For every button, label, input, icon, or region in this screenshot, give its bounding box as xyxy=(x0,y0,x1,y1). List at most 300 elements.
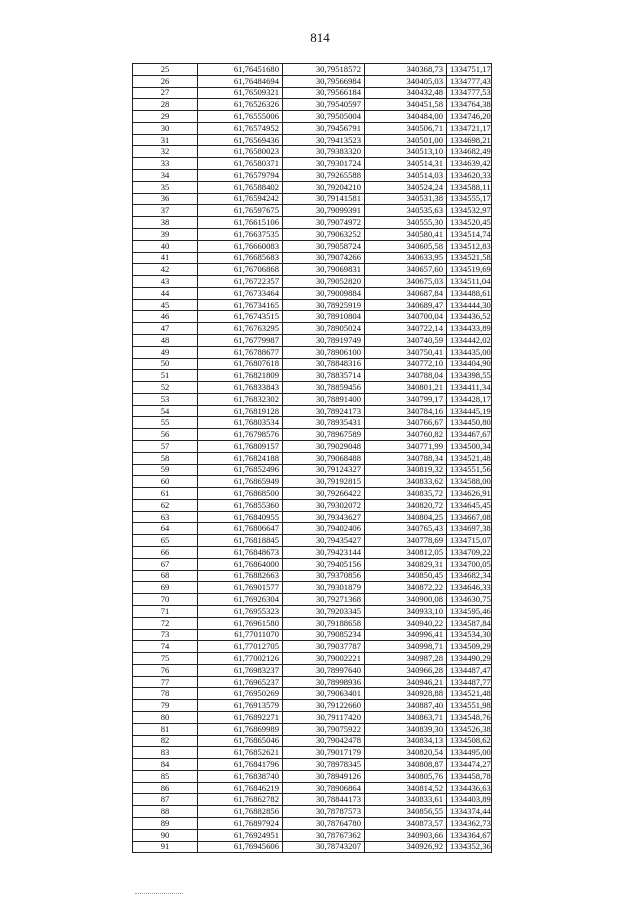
point-number-cell: 72 xyxy=(133,617,198,629)
y-coordinate-cell: 1334777,53 xyxy=(447,87,492,99)
table-row xyxy=(133,64,492,76)
longitude-cell: 30,79383320 xyxy=(283,146,365,158)
point-number-cell: 60 xyxy=(133,476,198,488)
latitude-cell: 61,76806647 xyxy=(198,523,283,535)
x-coordinate-cell: 340432,48 xyxy=(365,87,447,99)
x-coordinate-cell: 340833,61 xyxy=(365,794,447,806)
table-row xyxy=(133,605,492,617)
longitude-cell: 30,78891400 xyxy=(283,393,365,405)
x-coordinate-cell: 340808,87 xyxy=(365,759,447,771)
longitude-cell: 30,79075922 xyxy=(283,723,365,735)
longitude-cell: 30,79540597 xyxy=(283,99,365,111)
point-number-cell: 91 xyxy=(133,841,198,853)
latitude-cell: 61,76965237 xyxy=(198,676,283,688)
x-coordinate-cell: 340535,63 xyxy=(365,205,447,217)
table-row xyxy=(133,441,492,453)
latitude-cell: 61,76838740 xyxy=(198,770,283,782)
point-number-cell: 41 xyxy=(133,252,198,264)
y-coordinate-cell: 1334474,27 xyxy=(447,759,492,771)
point-number-cell: 61 xyxy=(133,488,198,500)
longitude-cell: 30,79052820 xyxy=(283,276,365,288)
latitude-cell: 61,76818845 xyxy=(198,535,283,547)
table-row xyxy=(133,794,492,806)
x-coordinate-cell: 340580,41 xyxy=(365,228,447,240)
latitude-cell: 61,76798576 xyxy=(198,429,283,441)
longitude-cell: 30,78906100 xyxy=(283,346,365,358)
latitude-cell: 61,77012705 xyxy=(198,641,283,653)
y-coordinate-cell: 1334500,34 xyxy=(447,441,492,453)
latitude-cell: 61,76882856 xyxy=(198,806,283,818)
latitude-cell: 61,76574952 xyxy=(198,122,283,134)
latitude-cell: 61,76615106 xyxy=(198,217,283,229)
x-coordinate-cell: 340819,32 xyxy=(365,464,447,476)
longitude-cell: 30,79042478 xyxy=(283,735,365,747)
longitude-cell: 30,78906864 xyxy=(283,782,365,794)
table-row xyxy=(133,570,492,582)
latitude-cell: 61,76579794 xyxy=(198,170,283,182)
latitude-cell: 61,76809157 xyxy=(198,441,283,453)
latitude-cell: 61,76855360 xyxy=(198,499,283,511)
latitude-cell: 61,76580023 xyxy=(198,146,283,158)
latitude-cell: 61,76865949 xyxy=(198,476,283,488)
table-row xyxy=(133,700,492,712)
longitude-cell: 30,79009884 xyxy=(283,287,365,299)
latitude-cell: 61,76841796 xyxy=(198,759,283,771)
table-row xyxy=(133,264,492,276)
y-coordinate-cell: 1334532,97 xyxy=(447,205,492,217)
x-coordinate-cell: 340513,10 xyxy=(365,146,447,158)
longitude-cell: 30,79124327 xyxy=(283,464,365,476)
table-row xyxy=(133,829,492,841)
y-coordinate-cell: 1334588,11 xyxy=(447,181,492,193)
point-number-cell: 70 xyxy=(133,594,198,606)
x-coordinate-cell: 340966,28 xyxy=(365,664,447,676)
point-number-cell: 25 xyxy=(133,64,198,76)
point-number-cell: 75 xyxy=(133,653,198,665)
latitude-cell: 61,76722357 xyxy=(198,276,283,288)
x-coordinate-cell: 340657,60 xyxy=(365,264,447,276)
table-row xyxy=(133,429,492,441)
x-coordinate-cell: 340839,30 xyxy=(365,723,447,735)
y-coordinate-cell: 1334445,19 xyxy=(447,405,492,417)
y-coordinate-cell: 1334362,73 xyxy=(447,818,492,830)
point-number-cell: 87 xyxy=(133,794,198,806)
x-coordinate-cell: 340804,25 xyxy=(365,511,447,523)
longitude-cell: 30,79069831 xyxy=(283,264,365,276)
point-number-cell: 47 xyxy=(133,323,198,335)
latitude-cell: 61,76840955 xyxy=(198,511,283,523)
table-row xyxy=(133,488,492,500)
table-row xyxy=(133,181,492,193)
coordinates-table xyxy=(132,63,492,853)
latitude-cell: 61,76734165 xyxy=(198,299,283,311)
longitude-cell: 30,78848316 xyxy=(283,358,365,370)
longitude-cell: 30,79002221 xyxy=(283,653,365,665)
table-row xyxy=(133,629,492,641)
y-coordinate-cell: 1334700,05 xyxy=(447,558,492,570)
table-row xyxy=(133,782,492,794)
table-row xyxy=(133,252,492,264)
point-number-cell: 35 xyxy=(133,181,198,193)
table-row xyxy=(133,511,492,523)
point-number-cell: 77 xyxy=(133,676,198,688)
y-coordinate-cell: 1334467,67 xyxy=(447,429,492,441)
latitude-cell: 61,76807618 xyxy=(198,358,283,370)
table-row xyxy=(133,276,492,288)
y-coordinate-cell: 1334639,42 xyxy=(447,158,492,170)
point-number-cell: 50 xyxy=(133,358,198,370)
longitude-cell: 30,79017179 xyxy=(283,747,365,759)
y-coordinate-cell: 1334508,62 xyxy=(447,735,492,747)
longitude-cell: 30,79117420 xyxy=(283,711,365,723)
y-coordinate-cell: 1334521,58 xyxy=(447,252,492,264)
point-number-cell: 46 xyxy=(133,311,198,323)
footnote-divider xyxy=(135,893,183,894)
latitude-cell: 61,76588402 xyxy=(198,181,283,193)
x-coordinate-cell: 340687,84 xyxy=(365,287,447,299)
table-row xyxy=(133,723,492,735)
latitude-cell: 61,76819128 xyxy=(198,405,283,417)
y-coordinate-cell: 1334521,48 xyxy=(447,688,492,700)
y-coordinate-cell: 1334551,98 xyxy=(447,700,492,712)
table-row xyxy=(133,464,492,476)
x-coordinate-cell: 340740,59 xyxy=(365,334,447,346)
latitude-cell: 61,76892271 xyxy=(198,711,283,723)
point-number-cell: 42 xyxy=(133,264,198,276)
x-coordinate-cell: 340451,58 xyxy=(365,99,447,111)
table-row xyxy=(133,193,492,205)
latitude-cell: 61,76852496 xyxy=(198,464,283,476)
x-coordinate-cell: 340605,58 xyxy=(365,240,447,252)
point-number-cell: 30 xyxy=(133,122,198,134)
x-coordinate-cell: 340766,67 xyxy=(365,417,447,429)
longitude-cell: 30,79099391 xyxy=(283,205,365,217)
longitude-cell: 30,79192815 xyxy=(283,476,365,488)
point-number-cell: 67 xyxy=(133,558,198,570)
y-coordinate-cell: 1334411,34 xyxy=(447,382,492,394)
x-coordinate-cell: 340933,10 xyxy=(365,605,447,617)
x-coordinate-cell: 340872,22 xyxy=(365,582,447,594)
latitude-cell: 61,76901577 xyxy=(198,582,283,594)
table-row xyxy=(133,240,492,252)
x-coordinate-cell: 340524,24 xyxy=(365,181,447,193)
table-row xyxy=(133,287,492,299)
y-coordinate-cell: 1334698,21 xyxy=(447,134,492,146)
x-coordinate-cell: 340514,03 xyxy=(365,170,447,182)
table-row xyxy=(133,499,492,511)
longitude-cell: 30,79203345 xyxy=(283,605,365,617)
x-coordinate-cell: 340820,72 xyxy=(365,499,447,511)
table-row xyxy=(133,99,492,111)
y-coordinate-cell: 1334751,17 xyxy=(447,64,492,76)
table-row xyxy=(133,334,492,346)
point-number-cell: 53 xyxy=(133,393,198,405)
x-coordinate-cell: 340633,95 xyxy=(365,252,447,264)
longitude-cell: 30,79301879 xyxy=(283,582,365,594)
latitude-cell: 61,76569436 xyxy=(198,134,283,146)
point-number-cell: 54 xyxy=(133,405,198,417)
point-number-cell: 64 xyxy=(133,523,198,535)
table-row xyxy=(133,476,492,488)
latitude-cell: 61,77002126 xyxy=(198,653,283,665)
x-coordinate-cell: 340833,62 xyxy=(365,476,447,488)
table-row xyxy=(133,217,492,229)
longitude-cell: 30,79370856 xyxy=(283,570,365,582)
longitude-cell: 30,79566984 xyxy=(283,75,365,87)
x-coordinate-cell: 340760,82 xyxy=(365,429,447,441)
point-number-cell: 55 xyxy=(133,417,198,429)
table-row xyxy=(133,770,492,782)
latitude-cell: 61,76945606 xyxy=(198,841,283,853)
point-number-cell: 39 xyxy=(133,228,198,240)
x-coordinate-cell: 340722,14 xyxy=(365,323,447,335)
y-coordinate-cell: 1334534,30 xyxy=(447,629,492,641)
y-coordinate-cell: 1334620,33 xyxy=(447,170,492,182)
y-coordinate-cell: 1334495,00 xyxy=(447,747,492,759)
x-coordinate-cell: 340812,05 xyxy=(365,547,447,559)
table-row xyxy=(133,323,492,335)
table-row xyxy=(133,393,492,405)
latitude-cell: 61,76832302 xyxy=(198,393,283,405)
longitude-cell: 30,79435427 xyxy=(283,535,365,547)
y-coordinate-cell: 1334436,52 xyxy=(447,311,492,323)
x-coordinate-cell: 340996,41 xyxy=(365,629,447,641)
longitude-cell: 30,78978345 xyxy=(283,759,365,771)
point-number-cell: 28 xyxy=(133,99,198,111)
latitude-cell: 61,76848673 xyxy=(198,547,283,559)
table-row xyxy=(133,582,492,594)
y-coordinate-cell: 1334682,49 xyxy=(447,146,492,158)
point-number-cell: 86 xyxy=(133,782,198,794)
x-coordinate-cell: 340784,16 xyxy=(365,405,447,417)
x-coordinate-cell: 340928,88 xyxy=(365,688,447,700)
table-row xyxy=(133,87,492,99)
longitude-cell: 30,79343627 xyxy=(283,511,365,523)
longitude-cell: 30,79188658 xyxy=(283,617,365,629)
longitude-cell: 30,79074972 xyxy=(283,217,365,229)
y-coordinate-cell: 1334374,44 xyxy=(447,806,492,818)
longitude-cell: 30,79058724 xyxy=(283,240,365,252)
y-coordinate-cell: 1334777,43 xyxy=(447,75,492,87)
latitude-cell: 61,76865046 xyxy=(198,735,283,747)
point-number-cell: 44 xyxy=(133,287,198,299)
longitude-cell: 30,79063401 xyxy=(283,688,365,700)
y-coordinate-cell: 1334526,38 xyxy=(447,723,492,735)
table-row xyxy=(133,735,492,747)
latitude-cell: 61,76846219 xyxy=(198,782,283,794)
x-coordinate-cell: 340903,66 xyxy=(365,829,447,841)
table-row xyxy=(133,122,492,134)
longitude-cell: 30,78767362 xyxy=(283,829,365,841)
latitude-cell: 61,76803534 xyxy=(198,417,283,429)
table-row xyxy=(133,370,492,382)
y-coordinate-cell: 1334521,48 xyxy=(447,452,492,464)
point-number-cell: 34 xyxy=(133,170,198,182)
y-coordinate-cell: 1334715,07 xyxy=(447,535,492,547)
latitude-cell: 61,76897924 xyxy=(198,818,283,830)
x-coordinate-cell: 340771,99 xyxy=(365,441,447,453)
latitude-cell: 61,76926304 xyxy=(198,594,283,606)
x-coordinate-cell: 340778,69 xyxy=(365,535,447,547)
longitude-cell: 30,78910804 xyxy=(283,311,365,323)
point-number-cell: 65 xyxy=(133,535,198,547)
point-number-cell: 79 xyxy=(133,700,198,712)
point-number-cell: 84 xyxy=(133,759,198,771)
y-coordinate-cell: 1334587,84 xyxy=(447,617,492,629)
y-coordinate-cell: 1334548,76 xyxy=(447,711,492,723)
table-row xyxy=(133,358,492,370)
point-number-cell: 59 xyxy=(133,464,198,476)
point-number-cell: 48 xyxy=(133,334,198,346)
longitude-cell: 30,79413523 xyxy=(283,134,365,146)
point-number-cell: 82 xyxy=(133,735,198,747)
y-coordinate-cell: 1334352,36 xyxy=(447,841,492,853)
longitude-cell: 30,79204210 xyxy=(283,181,365,193)
x-coordinate-cell: 340405,03 xyxy=(365,75,447,87)
point-number-cell: 26 xyxy=(133,75,198,87)
latitude-cell: 61,76913579 xyxy=(198,700,283,712)
longitude-cell: 30,78764780 xyxy=(283,818,365,830)
x-coordinate-cell: 340850,45 xyxy=(365,570,447,582)
x-coordinate-cell: 340900,08 xyxy=(365,594,447,606)
point-number-cell: 69 xyxy=(133,582,198,594)
x-coordinate-cell: 340834,13 xyxy=(365,735,447,747)
latitude-cell: 61,76743515 xyxy=(198,311,283,323)
table-row xyxy=(133,523,492,535)
y-coordinate-cell: 1334511,04 xyxy=(447,276,492,288)
x-coordinate-cell: 340801,21 xyxy=(365,382,447,394)
coordinates-table-body xyxy=(133,64,492,853)
longitude-cell: 30,79423144 xyxy=(283,547,365,559)
y-coordinate-cell: 1334435,00 xyxy=(447,346,492,358)
y-coordinate-cell: 1334458,78 xyxy=(447,770,492,782)
y-coordinate-cell: 1334404,90 xyxy=(447,358,492,370)
latitude-cell: 61,76955323 xyxy=(198,605,283,617)
latitude-cell: 61,76526326 xyxy=(198,99,283,111)
latitude-cell: 61,76555006 xyxy=(198,111,283,123)
x-coordinate-cell: 340820,54 xyxy=(365,747,447,759)
latitude-cell: 61,76685683 xyxy=(198,252,283,264)
table-row xyxy=(133,382,492,394)
y-coordinate-cell: 1334364,67 xyxy=(447,829,492,841)
latitude-cell: 61,76852621 xyxy=(198,747,283,759)
point-number-cell: 81 xyxy=(133,723,198,735)
x-coordinate-cell: 340484,00 xyxy=(365,111,447,123)
latitude-cell: 61,76924951 xyxy=(198,829,283,841)
x-coordinate-cell: 340887,40 xyxy=(365,700,447,712)
longitude-cell: 30,79505004 xyxy=(283,111,365,123)
longitude-cell: 30,79266422 xyxy=(283,488,365,500)
y-coordinate-cell: 1334509,29 xyxy=(447,641,492,653)
x-coordinate-cell: 340675,03 xyxy=(365,276,447,288)
point-number-cell: 31 xyxy=(133,134,198,146)
table-row xyxy=(133,134,492,146)
latitude-cell: 61,76637535 xyxy=(198,228,283,240)
y-coordinate-cell: 1334645,45 xyxy=(447,499,492,511)
longitude-cell: 30,79302072 xyxy=(283,499,365,511)
latitude-cell: 61,76821809 xyxy=(198,370,283,382)
point-number-cell: 68 xyxy=(133,570,198,582)
longitude-cell: 30,79402406 xyxy=(283,523,365,535)
point-number-cell: 40 xyxy=(133,240,198,252)
longitude-cell: 30,79085234 xyxy=(283,629,365,641)
longitude-cell: 30,78835714 xyxy=(283,370,365,382)
latitude-cell: 61,76580371 xyxy=(198,158,283,170)
longitude-cell: 30,79405156 xyxy=(283,558,365,570)
table-row xyxy=(133,205,492,217)
table-row xyxy=(133,747,492,759)
table-row xyxy=(133,311,492,323)
longitude-cell: 30,78967589 xyxy=(283,429,365,441)
latitude-cell: 61,76509321 xyxy=(198,87,283,99)
longitude-cell: 30,78997640 xyxy=(283,664,365,676)
table-row xyxy=(133,170,492,182)
table-row xyxy=(133,405,492,417)
x-coordinate-cell: 340772,10 xyxy=(365,358,447,370)
table-row xyxy=(133,688,492,700)
x-coordinate-cell: 340856,55 xyxy=(365,806,447,818)
latitude-cell: 61,76961580 xyxy=(198,617,283,629)
table-row xyxy=(133,711,492,723)
point-number-cell: 58 xyxy=(133,452,198,464)
x-coordinate-cell: 340946,21 xyxy=(365,676,447,688)
y-coordinate-cell: 1334442,02 xyxy=(447,334,492,346)
point-number-cell: 37 xyxy=(133,205,198,217)
page-number: 814 xyxy=(310,30,330,45)
latitude-cell: 61,76733464 xyxy=(198,287,283,299)
x-coordinate-cell: 340501,00 xyxy=(365,134,447,146)
latitude-cell: 61,76660083 xyxy=(198,240,283,252)
longitude-cell: 30,78949126 xyxy=(283,770,365,782)
longitude-cell: 30,79122660 xyxy=(283,700,365,712)
x-coordinate-cell: 340814,52 xyxy=(365,782,447,794)
x-coordinate-cell: 340514,31 xyxy=(365,158,447,170)
point-number-cell: 66 xyxy=(133,547,198,559)
point-number-cell: 27 xyxy=(133,87,198,99)
longitude-cell: 30,78919749 xyxy=(283,334,365,346)
longitude-cell: 30,78859456 xyxy=(283,382,365,394)
y-coordinate-cell: 1334450,80 xyxy=(447,417,492,429)
table-row xyxy=(133,146,492,158)
longitude-cell: 30,79301724 xyxy=(283,158,365,170)
x-coordinate-cell: 340555,30 xyxy=(365,217,447,229)
table-row xyxy=(133,75,492,87)
latitude-cell: 61,76706868 xyxy=(198,264,283,276)
table-row xyxy=(133,111,492,123)
point-number-cell: 76 xyxy=(133,664,198,676)
longitude-cell: 30,79037787 xyxy=(283,641,365,653)
y-coordinate-cell: 1334551,56 xyxy=(447,464,492,476)
longitude-cell: 30,79029048 xyxy=(283,441,365,453)
point-number-cell: 73 xyxy=(133,629,198,641)
y-coordinate-cell: 1334588,00 xyxy=(447,476,492,488)
table-row xyxy=(133,535,492,547)
latitude-cell: 61,76779987 xyxy=(198,334,283,346)
y-coordinate-cell: 1334514,74 xyxy=(447,228,492,240)
longitude-cell: 30,78925919 xyxy=(283,299,365,311)
latitude-cell: 61,76484694 xyxy=(198,75,283,87)
point-number-cell: 88 xyxy=(133,806,198,818)
table-row xyxy=(133,641,492,653)
point-number-cell: 43 xyxy=(133,276,198,288)
y-coordinate-cell: 1334721,17 xyxy=(447,122,492,134)
y-coordinate-cell: 1334646,33 xyxy=(447,582,492,594)
latitude-cell: 61,76983237 xyxy=(198,664,283,676)
x-coordinate-cell: 340998,71 xyxy=(365,641,447,653)
longitude-cell: 30,79141581 xyxy=(283,193,365,205)
longitude-cell: 30,79271368 xyxy=(283,594,365,606)
y-coordinate-cell: 1334433,89 xyxy=(447,323,492,335)
